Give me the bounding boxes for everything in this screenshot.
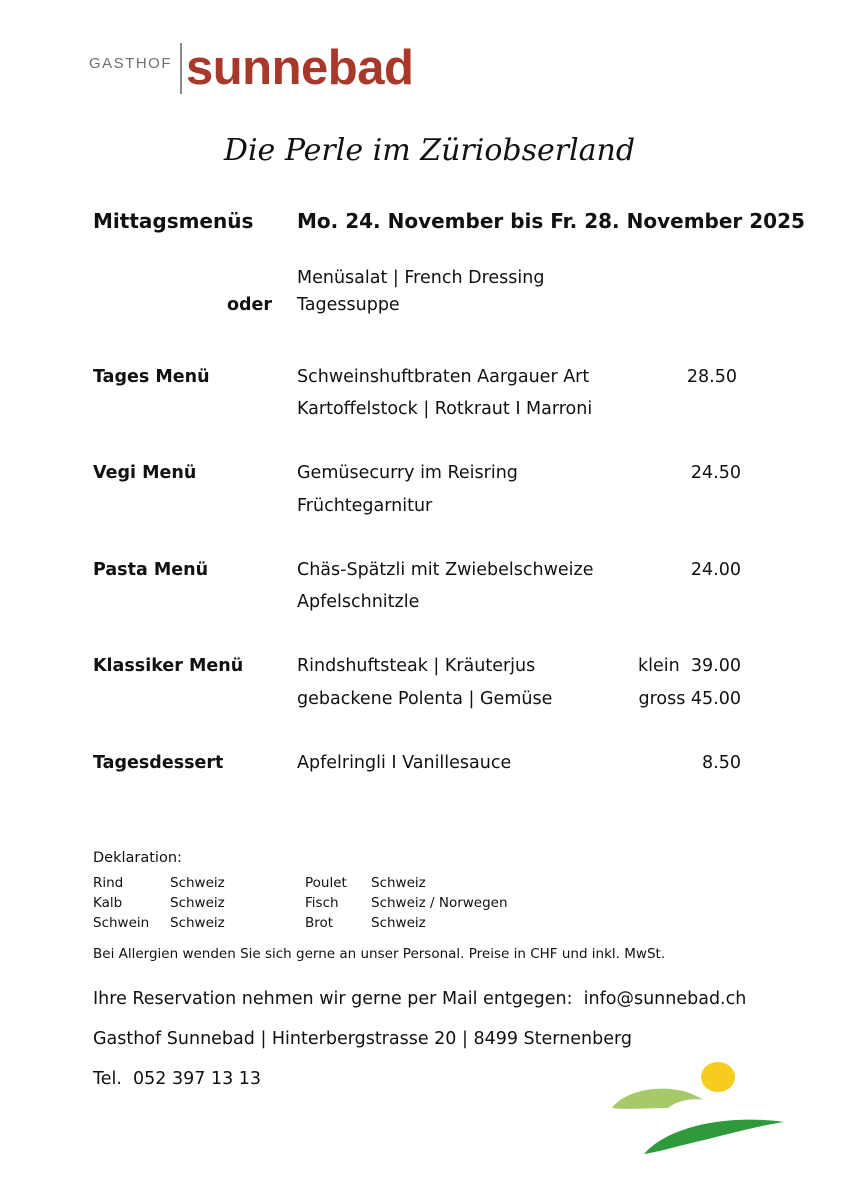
menu-side-vegi: Früchtegarnitur — [297, 496, 433, 516]
declaration-meat: Schwein — [93, 915, 150, 931]
declaration-meat: Fisch — [305, 895, 339, 911]
menu-dish-dessert: Apfelringli I Vanillesauce — [297, 753, 512, 773]
menu-heading: Mittagsmenüs — [93, 209, 254, 233]
menu-side-pasta: Apfelschnitzle — [297, 592, 420, 612]
menu-label-vegi: Vegi Menü — [93, 463, 197, 483]
tagline: Die Perle im Züriobserland — [223, 133, 636, 168]
light-hill-icon — [612, 1089, 703, 1109]
starter-soup: Tagessuppe — [297, 295, 400, 315]
menu-label-pasta: Pasta Menü — [93, 560, 209, 580]
starter-or: oder — [227, 295, 273, 315]
declaration-meat: Rind — [93, 875, 124, 891]
menu-dish-pasta: Chäs-Spätzli mit Zwiebelschweize — [297, 560, 594, 580]
phone-text: Tel. 052 397 13 13 — [93, 1069, 262, 1089]
logo-sunnebad: sunnebad — [186, 41, 414, 95]
starter-salad: Menüsalat | French Dressing — [297, 268, 545, 288]
logo-divider — [180, 43, 182, 94]
menu-dish-vegi: Gemüsecurry im Reisring — [297, 463, 518, 483]
sun-icon — [701, 1062, 735, 1092]
menu-price-tages: 28.50 — [686, 367, 737, 387]
menu-dish-tages: Schweinshuftbraten Aargauer Art — [297, 367, 590, 387]
menu-price-klassiker-large: gross 45.00 — [638, 689, 741, 709]
declaration-meat: Brot — [305, 915, 334, 931]
menu-price-vegi: 24.50 — [690, 463, 741, 483]
declaration-meat: Poulet — [305, 875, 347, 891]
declaration-origin: Schweiz — [170, 915, 225, 931]
menu-side-tages: Kartoffelstock | Rotkraut I Marroni — [297, 399, 593, 419]
menu-price-klassiker-small: klein 39.00 — [638, 656, 741, 676]
sun-hills-logo-icon — [608, 1056, 788, 1160]
address-text: Gasthof Sunnebad | Hinterbergstrasse 20 | 8499 Sternenberg — [93, 1029, 632, 1049]
dark-hill-icon — [644, 1120, 784, 1154]
declaration-origin: Schweiz — [371, 915, 426, 931]
allergy-note: Bei Allergien wenden Sie sich gerne an unser Personal. Preise in CHF und inkl. MwSt. — [93, 946, 666, 962]
declaration-origin: Schweiz / Norwegen — [371, 895, 508, 911]
menu-label-tages: Tages Menü — [93, 367, 210, 387]
logo-gasthof-text: GASTHOF — [89, 55, 173, 72]
menu-label-dessert: Tagesdessert — [93, 753, 224, 773]
menu-price-pasta: 24.00 — [690, 560, 741, 580]
menu-dish-klassiker: Rindshuftsteak | Kräuterjus — [297, 656, 536, 676]
reservation-text: Ihre Reservation nehmen wir gerne per Mail entgegen: info@sunnebad.ch — [93, 989, 747, 1009]
declaration-origin: Schweiz — [371, 875, 426, 891]
menu-date-range: Mo. 24. November bis Fr. 28. November 2025 — [297, 209, 805, 233]
menu-label-klassiker: Klassiker Menü — [93, 656, 244, 676]
menu-price-dessert: 8.50 — [702, 753, 741, 773]
menu-side-klassiker: gebackene Polenta | Gemüse — [297, 689, 553, 709]
declaration-origin: Schweiz — [170, 875, 225, 891]
declaration-meat: Kalb — [93, 895, 123, 911]
declaration-origin: Schweiz — [170, 895, 225, 911]
declaration-title: Deklaration: — [93, 850, 182, 866]
